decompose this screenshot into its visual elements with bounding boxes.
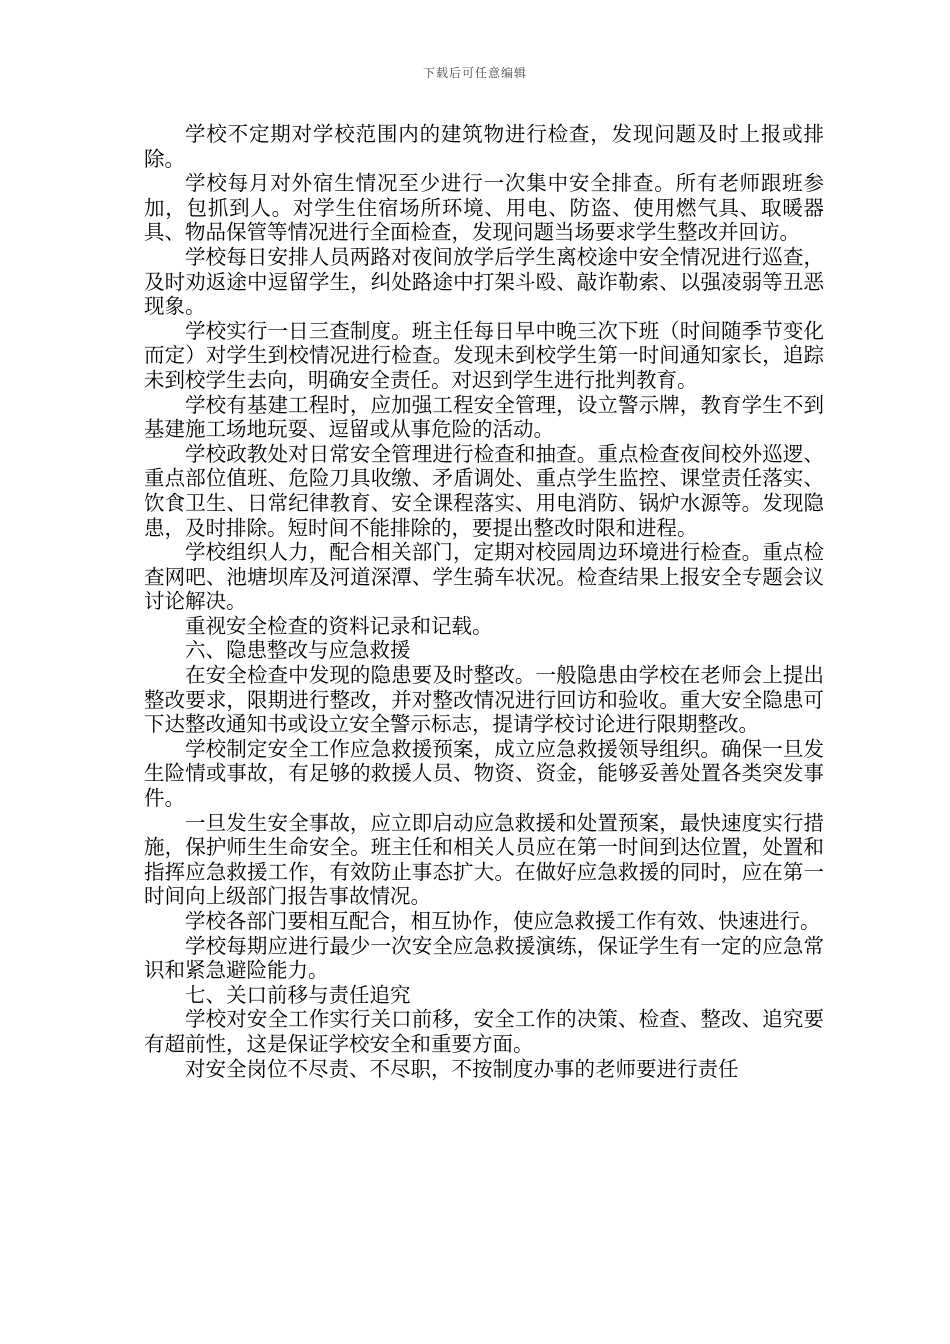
section-heading-7: 七、关口前移与责任追究 xyxy=(185,982,411,1007)
paragraph-campus-surroundings: 学校组织人力，配合相关部门，定期对校园周边环境进行检查。重点检查网吧、池塘坝库及河道深潭、学生骑车状况。检查结果上报安全专题会议讨论解决。 xyxy=(144,540,824,614)
section-heading-6: 六、隐患整改与应急救援 xyxy=(185,638,411,663)
paragraph-political-office-inspection: 学校政教处对日常安全管理进行检查和抽查。重点检查夜间校外巡逻、重点部位值班、危险刀具收缴、矛盾调处、重点学生监控、课堂责任落实、饮食卫生、日常纪律教育、安全课程落实、用电消防、锅炉水源等。发现隐患，及时排除。短时间不能排除的，要提出整改时限和进程。 xyxy=(144,441,824,540)
paragraph-three-checks-daily: 学校实行一日三查制度。班主任每日早中晚三次下班（时间随季节变化而定）对学生到校情况进行检查。发现未到校学生第一时间通知家长，追踪未到校学生去向，明确安全责任。对迟到学生进行批判教育。 xyxy=(144,318,824,392)
paragraph-hazard-rectification: 在安全检查中发现的隐患要及时整改。一般隐患由学校在老师会上提出整改要求，限期进行整改，并对整改情况进行回访和验收。重大安全隐患可下达整改通知书或设立安全警示标志，提请学校讨论进行限期整改。 xyxy=(144,663,824,737)
paragraph-night-patrol: 学校每日安排人员两路对夜间放学后学生离校途中安全情况进行巡查，及时劝返途中逗留学生，纠处路途中打架斗殴、敲诈勒索、以强凌弱等丑恶现象。 xyxy=(144,244,824,319)
paragraph-construction-safety: 学校有基建工程时，应加强工程安全管理，设立警示牌，教育学生不到基建施工场地玩耍、逗留或从事危险的活动。 xyxy=(144,392,824,442)
paragraph-building-inspection: 学校不定期对学校范围内的建筑物进行检查，发现问题及时上报或排除。 xyxy=(144,122,824,171)
paragraph-emergency-drill: 学校每期应进行最少一次安全应急救援演练，保证学生有一定的应急常识和紧急避险能力。 xyxy=(144,933,824,983)
page-header-note: 下载后可任意编辑 xyxy=(422,66,527,80)
paragraph-emergency-plan: 学校制定安全工作应急救援预案，成立应急救援领导组织。确保一旦发生险情或事故，有足够的救援人员、物资、资金，能够妥善处置各类突发事件。 xyxy=(144,736,824,811)
paragraph-offcampus-housing-check: 学校每月对外宿生情况至少进行一次集中安全排查。所有老师跟班参加，包抓到人。对学生住宿场所环境、用电、防盗、使用燃气具、取暖器具、物品保管等情况进行全面检查，发现问题当场要求学生整改并回访。 xyxy=(144,171,824,245)
paragraph-accountability: 对安全岗位不尽责、不尽职，不按制度办事的老师要进行责任 xyxy=(185,1056,739,1081)
document-body xyxy=(144,122,824,1081)
paragraph-records: 重视安全检查的资料记录和记载。 xyxy=(185,613,493,638)
paragraph-proactive-safety: 学校对安全工作实行关口前移，安全工作的决策、检查、整改、追究要有超前性，这是保证学校安全和重要方面。 xyxy=(144,1007,824,1056)
paragraph-incident-response: 一旦发生安全事故，应立即启动应急救援和处置预案，最快速度实行措施，保护师生生命安全。班主任和相关人员应在第一时间到达位置，处置和指挥应急救援工作，有效防止事态扩大。在做好应急救援的同时，应在第一时间向上级部门报告事故情况。 xyxy=(144,810,824,909)
paragraph-department-cooperation: 学校各部门要相互配合，相互协作，使应急救援工作有效、快速进行。 xyxy=(185,909,821,933)
